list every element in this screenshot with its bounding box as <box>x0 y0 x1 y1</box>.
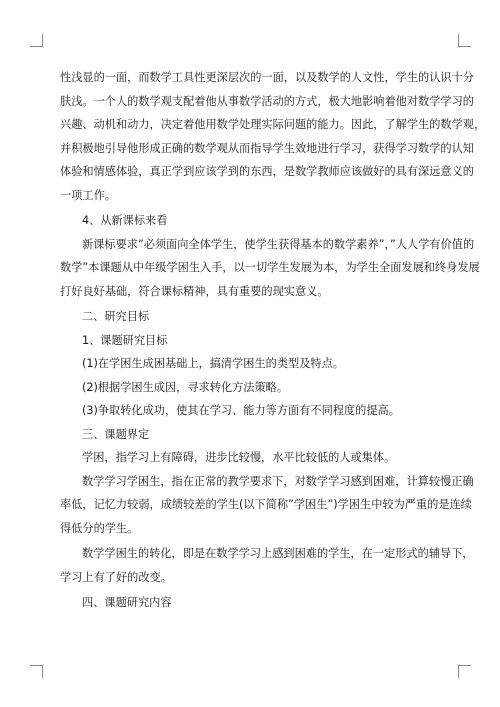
section-heading: 4、从新课标来看 <box>82 214 168 227</box>
text-line: 数学”本课题从中年级学困生入手，以一切学生发展为本，为学生全面发展和终身发展 <box>60 261 480 274</box>
text-line: 肤浅。一个人的数学观支配着他从事数学活动的方式，极大地影响着他对数学学习的 <box>60 94 474 108</box>
text-line: 数学学困生的转化，即是在数学学习上感到困难的学生，在一定形式的辅导下， <box>82 547 474 560</box>
text-line: 兴趣、动机和动力，决定着他用数学处理实际问题的能力。因此，了解学生的数学观， <box>60 118 486 131</box>
paragraph <box>60 542 474 589</box>
document-body <box>60 66 486 615</box>
section-heading: 四、课题研究内容 <box>82 596 172 609</box>
text-line: 体验和情感体验，真正学到应该学到的东西，是数学教师应该做好的具有深远意义的 <box>60 165 474 178</box>
crop-mark-bottom-left <box>30 665 43 678</box>
text-line: 并积极地引导他形成正确的数学观从而指导学生效地进行学习，获得学习数学的认知 <box>60 141 474 155</box>
paragraph <box>60 470 474 541</box>
paragraph <box>60 233 480 304</box>
text-line: 打好良好基础，符合课标精神，具有重要的现实意义。 <box>60 284 329 298</box>
list-item: (3)争取转化成功，使其在学习、能力等方面有不同程度的提高。 <box>82 404 400 417</box>
text-line: 性浅显的一面，而数学工具性更深层次的一面，以及数学的人文性，学生的认识十分 <box>60 71 474 84</box>
text-line: 学习上有了好的改变。 <box>60 570 172 584</box>
crop-mark-top-right <box>458 34 471 47</box>
list-item: (2)根据学困生成因，寻求转化方法策略。 <box>82 380 289 394</box>
crop-mark-bottom-right <box>458 665 471 678</box>
text-line: 一项工作。 <box>60 188 116 202</box>
list-item: (1)在学困生成困基础上，搞清学困生的类型及特点。 <box>82 357 344 370</box>
text-line: 新课标要求”必须面向全体学生，使学生获得基本的数学素养”，”人人学有价值的 <box>82 237 475 251</box>
definition-line: 学困，指学习上有障碍，进步比较慢，水平比较低的人或集体。 <box>82 451 396 464</box>
text-line: 率低，记忆力较弱，成绩较差的学生(以下简称”学困生”)学困生中较为严重的是连续 <box>60 498 472 511</box>
crop-mark-top-left <box>30 34 43 47</box>
text-line: 得低分的学生。 <box>60 521 139 535</box>
subsection-heading: 1、课题研究目标 <box>82 333 168 347</box>
section-heading: 二、研究目标 <box>82 310 150 323</box>
text-line: 数学学习学困生，指在正常的教学要求下，对数学学习感到困难，计算较慢正确 <box>82 474 474 488</box>
section-heading: 三、课题界定 <box>82 427 150 441</box>
paragraph <box>60 66 486 207</box>
